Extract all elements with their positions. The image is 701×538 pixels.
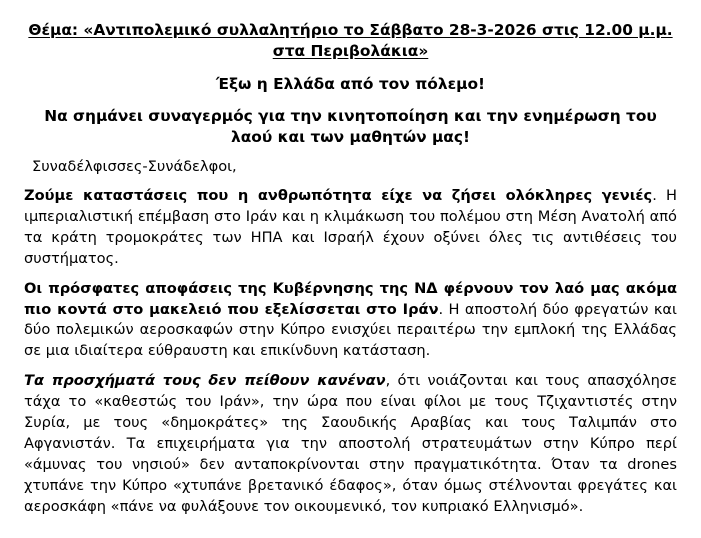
paragraph-2-body: . Η αποστολή δύο φρεγατών και δύο πολεμικών αεροσκαφών στην Κύπρο ενισχύει περαιτέρω την εμπλοκή της Ελλάδας σε μια ιδιαίτερα εύθραυστη και επικίνδυνη κατάσταση. <box>24 300 677 360</box>
paragraph-2-lead: Οι πρόσφατες αποφάσεις της Κυβέρνησης της ΝΔ φέρνουν τον λαό μας ακόμα πιο κοντά στο μακελειό που εξελίσσεται στο Ιράν <box>24 279 677 318</box>
slogan-headline: Έξω η Ελλάδα από τον πόλεμο! <box>215 75 486 93</box>
paragraph-1-lead: Ζούμε καταστάσεις που η ανθρωπότητα είχε να ζήσει ολόκληρες γενιές <box>24 187 653 204</box>
call-headline: Να σημάνει συναγερμός για την κινητοποίηση και την ενημέρωση του λαού και των μαθητών μας! <box>44 107 657 146</box>
document-page <box>0 20 701 538</box>
paragraph-1 <box>24 186 677 270</box>
paragraph-2 <box>24 279 677 363</box>
paragraph-3-lead: Τα προσχήματά τους δεν πείθουν κανέναν <box>24 372 386 390</box>
paragraph-1-body: . Η ιμπεριαλιστική επέμβαση στο Ιράν και η κλιμάκωση του πολέμου στη Μέση Ανατολή από τα κράτη τρομοκράτες των ΗΠΑ και Ισραήλ έχουν οξύνει όλες τις αντιθέσεις του συστήματος. <box>24 187 677 267</box>
greeting: Συναδέλφισσες-Συνάδελφοι, <box>32 158 237 175</box>
paragraph-3-body: , ότι νοιάζονται και τους απασχόλησε τάχα το «καθεστώς του Ιράν», την ώρα που είναι φίλοι με τους Τζιχαντιστές στην Συρία, με τους «δημοκράτες» της Σαουδικής Αραβίας και τους Ταλιμπάν στο Αφγανιστάν. Τα επιχειρήματα για την αποστολή στρατευμάτων στην Κύπρο περί «άμυνας του νησιού» δεν ανταποκρίνονται στην πραγματικότητα. Όταν τα drones χτυπάνε την Κύπρο «χτυπάνε βρετανικό έδαφος», όταν όμως στέλνονται φρεγάτες και αεροσκάφη «πάνε να φυλάξουνε τον οικουμενικό, τον κυπριακό Ελληνισμό». <box>24 372 677 515</box>
paragraph-3 <box>24 371 677 517</box>
subject-line: Θέμα: «Αντιπολεμικό συλλαλητήριο το Σάββατο 28-3-2026 στις 12.00 μ.μ. στα Περιβολάκια» <box>28 21 673 60</box>
